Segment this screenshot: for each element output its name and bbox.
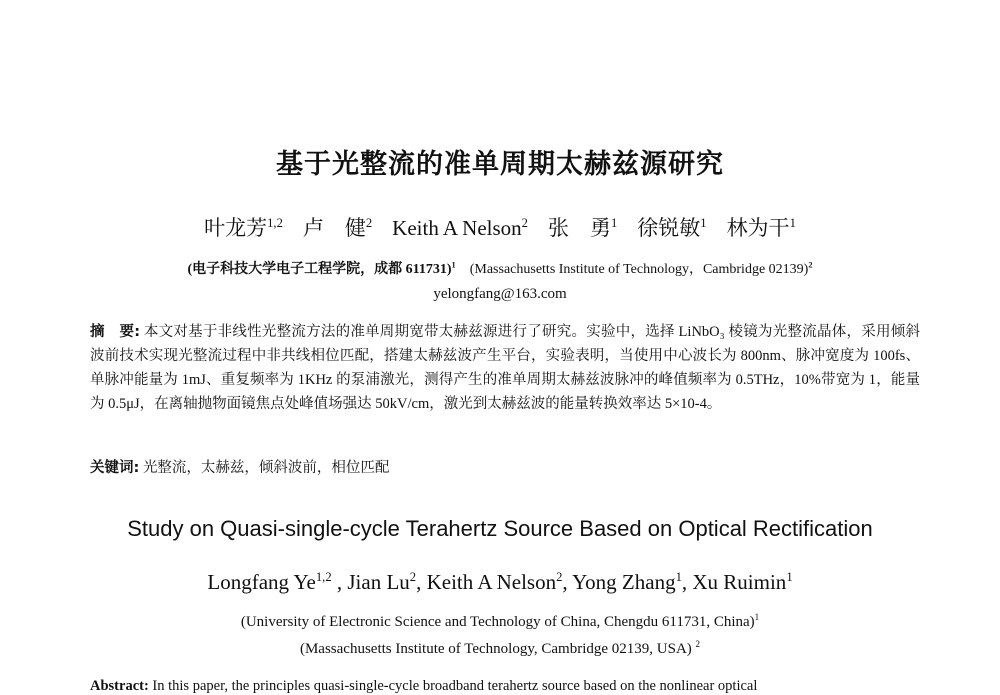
english-author-affiliation-marker: 1: [786, 570, 793, 584]
english-abstract-text: In this paper, the principles quasi-single-cycle broadband terahertz source based on the nonlinear optical: [152, 678, 758, 694]
author-email: yelongfang@163.com: [433, 286, 567, 302]
chinese-author-name: 林为干: [726, 216, 790, 240]
english-abstract-label: Abstract:: [90, 678, 149, 694]
author-separator: ,: [562, 570, 573, 594]
chinese-author: [727, 212, 796, 242]
english-author-list: [0, 570, 1000, 595]
english-affiliation-1-marker: 1: [754, 612, 760, 622]
chinese-author-affiliation-marker: 1: [700, 216, 707, 230]
english-author-affiliation-marker: 2: [556, 570, 563, 584]
chinese-keywords-label: 关键词:: [90, 460, 140, 476]
english-author-affiliation-marker: 1,2: [315, 570, 332, 584]
chinese-abstract-label: 摘 要:: [90, 324, 141, 340]
english-author-name: Xu Ruimin: [692, 570, 787, 594]
chinese-author: [548, 212, 617, 242]
chinese-affiliation-1: (电子科技大学电子工程学院，成都 611731): [187, 262, 452, 277]
english-affiliation-1-text: (University of Electronic Science and Technology of China, Chengdu 611731, China): [240, 614, 755, 630]
chinese-author-name: 徐锐敏: [637, 216, 701, 240]
chinese-author-affiliation-marker: 2: [521, 216, 528, 230]
chinese-author-affiliation-marker: 2: [365, 216, 373, 230]
chinese-author-name: Keith A Nelson: [392, 216, 522, 240]
chinese-author: [303, 212, 372, 242]
chinese-author-name: 叶龙芳: [204, 216, 268, 240]
affiliation-1-marker: 1: [451, 260, 456, 270]
author-separator: ,: [681, 570, 693, 594]
english-author-affiliation-marker: 2: [409, 570, 417, 584]
english-abstract: [90, 678, 757, 695]
chinese-keywords-text: 光整流，太赫兹，倾斜波前，相位匹配: [142, 460, 390, 476]
chinese-abstract-text: 本文对基于非线性光整流方法的准单周期宽带太赫兹源进行了研究。实验中，选择 LiNbO₃ 棱镜为光整流晶体，采用倾斜波前技术实现光整流过程中非共线相位匹配，搭建太赫兹波产生平台，实验表明，当使用中心波长为 800nm、脉冲宽度为 100fs、单脉冲能量为 1mJ、重复频率为 1KHz 的泵浦激光，测得产生的准单周期太赫兹波脉冲的峰值频率为 0.5THz，10%带宽为 1，能量为 0.5μJ，在离轴抛物面镜焦点处峰值场强达 50kV/cm，激光到太赫兹波的能量转换效率达 5×10-4。: [90, 324, 920, 412]
chinese-author-name: 张 勇: [547, 216, 611, 240]
english-title: Study on Quasi-single-cycle Terahertz Source Based on Optical Rectification: [127, 516, 873, 541]
chinese-title: 基于光整流的准单周期太赫兹源研究: [276, 149, 724, 180]
chinese-author-affiliation-marker: 1,2: [267, 216, 283, 230]
chinese-abstract: [90, 320, 920, 416]
chinese-author-name: 卢 健: [302, 216, 366, 240]
chinese-author-affiliation-marker: 1: [610, 216, 618, 230]
english-author-name: Yong Zhang: [572, 570, 676, 594]
chinese-author: [392, 216, 528, 241]
english-affiliation-2-marker: 2: [695, 639, 701, 649]
chinese-author: [204, 212, 283, 242]
english-author-affiliation-marker: 1: [675, 570, 682, 584]
english-author-name: Jian Lu: [347, 570, 410, 594]
chinese-author-affiliation-marker: 1: [789, 216, 796, 230]
english-author-name: Longfang Ye: [207, 570, 316, 594]
author-separator: ,: [416, 570, 427, 594]
affiliation-2-marker: 2: [808, 260, 813, 270]
english-author-name: Keith A Nelson: [426, 570, 557, 594]
chinese-keywords: [90, 456, 389, 477]
author-separator: ,: [331, 570, 348, 594]
english-affiliation-2: [0, 641, 1000, 658]
english-affiliation-2-text: (Massachusetts Institute of Technology, Cambridge 02139, USA): [299, 641, 692, 657]
chinese-author: [637, 212, 706, 242]
english-affiliation-1: [0, 614, 1000, 631]
chinese-affiliation-2: (Massachusetts Institute of Technology，Cambridge 02139): [469, 262, 809, 277]
chinese-author-list: [0, 212, 1000, 242]
chinese-affiliations: [0, 258, 1000, 278]
